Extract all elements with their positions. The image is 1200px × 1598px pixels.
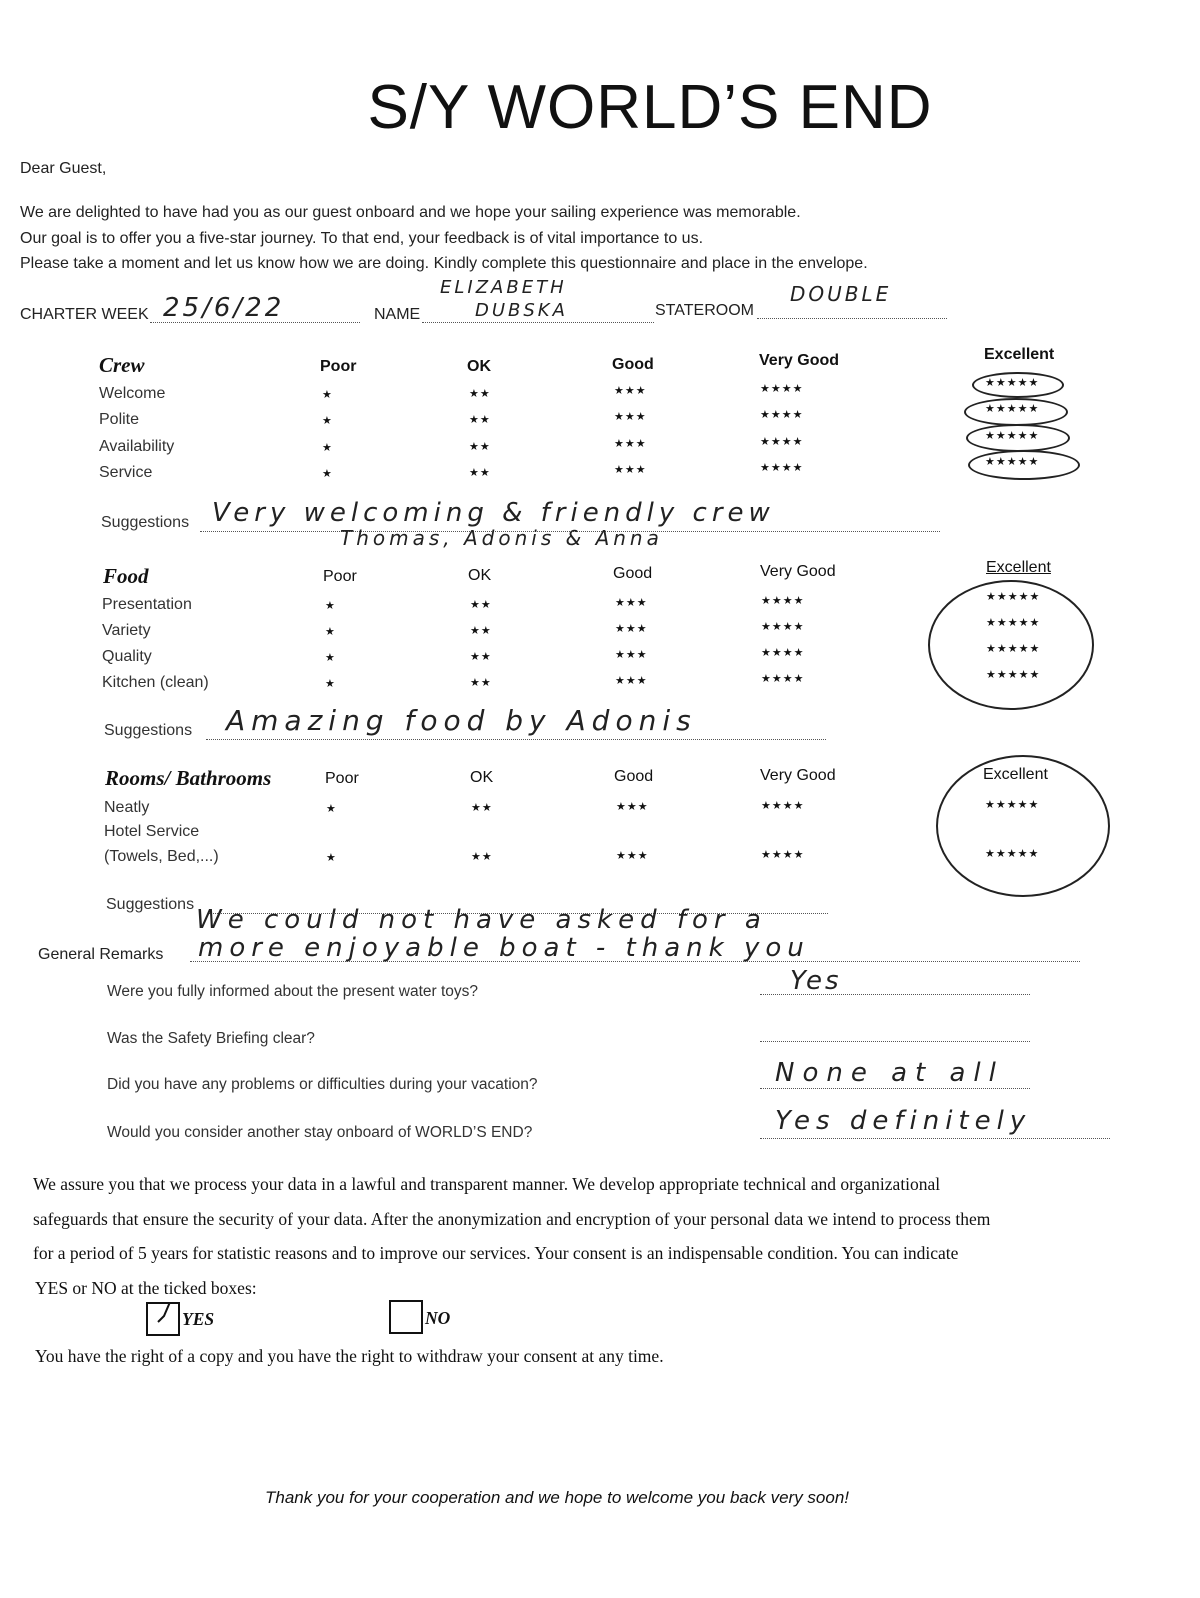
answer-water-toys[interactable]: Yes <box>790 966 842 996</box>
thank-you-note: Thank you for your cooperation and we hope to welcome you back very soon! <box>265 1488 850 1507</box>
crew-availability-poor-option[interactable]: ★ <box>322 442 333 454</box>
food-header-good: Good <box>613 565 653 582</box>
answer-problems[interactable]: None at all <box>775 1058 1004 1088</box>
food-quality-excellent-option[interactable]: ★★★★★ <box>986 643 1041 655</box>
crew-service-selection-circle <box>968 450 1080 480</box>
food-quality-very-good-option[interactable]: ★★★★ <box>761 647 805 659</box>
crew-polite-poor-option[interactable]: ★ <box>322 415 333 427</box>
food-presentation-ok-option[interactable]: ★★ <box>470 599 492 611</box>
rooms-neatly-excellent-option[interactable]: ★★★★★ <box>985 799 1040 811</box>
rooms-header-poor: Poor <box>325 770 359 787</box>
food-variety-good-option[interactable]: ★★★ <box>615 623 648 635</box>
food-kitchen-excellent-option[interactable]: ★★★★★ <box>986 669 1041 681</box>
food-variety-very-good-option[interactable]: ★★★★ <box>761 621 805 633</box>
rooms-header-excellent: Excellent <box>983 766 1048 783</box>
crew-availability-selection-circle <box>966 424 1070 452</box>
crew-item-availability: Availability <box>99 438 175 455</box>
crew-welcome-ok-option[interactable]: ★★ <box>469 388 491 400</box>
stateroom-label: STATEROOM <box>655 302 754 319</box>
consent-text-line-2: safeguards that ensure the security of your data. After the anonymization and encryption of your personal data we intend to process them <box>33 1209 991 1229</box>
consent-rights: You have the right of a copy and you have the right to withdraw your consent at any time. <box>35 1346 664 1366</box>
rooms-neatly-good-option[interactable]: ★★★ <box>616 801 649 813</box>
crew-polite-very-good-option[interactable]: ★★★★ <box>760 409 804 421</box>
rooms-header-good: Good <box>614 768 654 785</box>
answer-another-stay[interactable]: Yes definitely <box>775 1106 1032 1136</box>
stateroom-field[interactable]: DOUBLE <box>790 282 892 306</box>
crew-service-good-option[interactable]: ★★★ <box>614 464 647 476</box>
crew-header-ok: OK <box>467 358 491 375</box>
crew-availability-good-option[interactable]: ★★★ <box>614 438 647 450</box>
rooms-hotel-service-good-option[interactable]: ★★★ <box>616 850 649 862</box>
food-presentation-very-good-option[interactable]: ★★★★ <box>761 595 805 607</box>
intro-line-3: Please take a moment and let us know how we are doing. Kindly complete this questionnaire and place in the envelope. <box>20 255 868 272</box>
crew-suggestions-field-line-1[interactable]: Very welcoming & friendly crew <box>212 498 775 528</box>
food-quality-good-option[interactable]: ★★★ <box>615 649 648 661</box>
answer-line-another-stay <box>760 1138 1110 1139</box>
general-remarks-field-line-2[interactable]: more enjoyable boat - thank you <box>198 933 810 963</box>
consent-text-line-1: We assure you that we process your data in a lawful and transparent manner. We develop appropriate technical and organizational <box>33 1174 941 1194</box>
crew-item-polite: Polite <box>99 411 140 428</box>
crew-item-welcome: Welcome <box>99 385 166 402</box>
consent-no-checkbox[interactable] <box>389 1300 423 1334</box>
name-field-line-1[interactable]: ELIZABETH <box>440 277 567 298</box>
rooms-item-neatly: Neatly <box>104 799 150 816</box>
question-safety-briefing: Was the Safety Briefing clear? <box>107 1030 315 1047</box>
food-variety-excellent-option[interactable]: ★★★★★ <box>986 617 1041 629</box>
crew-polite-good-option[interactable]: ★★★ <box>614 411 647 423</box>
food-section-title: Food <box>103 564 149 588</box>
food-quality-ok-option[interactable]: ★★ <box>470 651 492 663</box>
question-another-stay: Would you consider another stay onboard of WORLD’S END? <box>107 1124 533 1141</box>
food-header-poor: Poor <box>323 568 357 585</box>
rooms-suggestions-label: Suggestions <box>106 896 195 913</box>
crew-section-title: Crew <box>99 353 145 377</box>
name-label: NAME <box>374 306 421 323</box>
rooms-hotel-service-excellent-option[interactable]: ★★★★★ <box>985 848 1040 860</box>
rooms-header-very-good: Very Good <box>760 767 836 784</box>
rooms-neatly-ok-option[interactable]: ★★ <box>471 802 493 814</box>
crew-service-very-good-option[interactable]: ★★★★ <box>760 462 804 474</box>
food-kitchen-good-option[interactable]: ★★★ <box>615 675 648 687</box>
rooms-neatly-poor-option[interactable]: ★ <box>326 803 337 815</box>
rooms-item-hotel-service-detail: (Towels, Bed,...) <box>104 848 219 865</box>
crew-header-excellent: Excellent <box>984 346 1055 363</box>
food-presentation-excellent-option[interactable]: ★★★★★ <box>986 591 1041 603</box>
food-header-very-good: Very Good <box>760 563 836 580</box>
food-kitchen-very-good-option[interactable]: ★★★★ <box>761 673 805 685</box>
page-title: S/Y WORLD’S END <box>367 73 933 142</box>
crew-service-ok-option[interactable]: ★★ <box>469 467 491 479</box>
general-remarks-label: General Remarks <box>38 946 164 963</box>
intro-line-2: Our goal is to offer you a five-star journey. To that end, your feedback is of vital importance to us. <box>20 230 704 247</box>
food-header-excellent: Excellent <box>986 559 1051 576</box>
rooms-excellent-selection-circle <box>936 755 1110 897</box>
crew-header-very-good: Very Good <box>759 352 840 369</box>
crew-polite-ok-option[interactable]: ★★ <box>469 414 491 426</box>
question-water-toys: Were you fully informed about the present water toys? <box>107 983 479 1000</box>
food-suggestions-field[interactable]: Amazing food by Adonis <box>226 704 697 737</box>
food-kitchen-poor-option[interactable]: ★ <box>325 678 336 690</box>
crew-item-service: Service <box>99 464 153 481</box>
food-presentation-poor-option[interactable]: ★ <box>325 600 336 612</box>
answer-line-problems <box>760 1088 1030 1089</box>
consent-yes-checkbox[interactable] <box>146 1302 180 1336</box>
crew-availability-excellent-option[interactable]: ★★★★★ <box>985 430 1040 442</box>
consent-yes-label: YES <box>182 1309 215 1329</box>
rooms-header-ok: OK <box>470 769 494 786</box>
crew-service-poor-option[interactable]: ★ <box>322 468 333 480</box>
crew-header-good: Good <box>612 356 654 373</box>
general-remarks-field-line-1[interactable]: We could not have asked for a <box>196 905 767 935</box>
crew-polite-excellent-option[interactable]: ★★★★★ <box>985 403 1040 415</box>
crew-welcome-very-good-option[interactable]: ★★★★ <box>760 383 804 395</box>
food-quality-poor-option[interactable]: ★ <box>325 652 336 664</box>
food-item-variety: Variety <box>102 622 151 639</box>
consent-text-line-4: YES or NO at the ticked boxes: <box>35 1278 257 1298</box>
stateroom-line <box>757 318 947 319</box>
rooms-hotel-service-very-good-option[interactable]: ★★★★ <box>761 849 805 861</box>
intro-line-1: We are delighted to have had you as our guest onboard and we hope your sailing experience was memorable. <box>20 204 801 221</box>
food-excellent-selection-circle <box>928 580 1094 710</box>
food-presentation-good-option[interactable]: ★★★ <box>615 597 648 609</box>
consent-no-label: NO <box>425 1308 451 1328</box>
crew-availability-very-good-option[interactable]: ★★★★ <box>760 436 804 448</box>
crew-suggestions-field-line-2[interactable]: Thomas, Adonis & Anna <box>340 526 663 550</box>
crew-welcome-excellent-option[interactable]: ★★★★★ <box>985 377 1040 389</box>
rooms-hotel-service-ok-option[interactable]: ★★ <box>471 851 493 863</box>
rooms-hotel-service-poor-option[interactable]: ★ <box>326 852 337 864</box>
food-header-ok: OK <box>468 567 492 584</box>
name-field-line-2[interactable]: DUBSKA <box>475 300 568 321</box>
food-variety-poor-option[interactable]: ★ <box>325 626 336 638</box>
salutation: Dear Guest, <box>20 160 107 177</box>
crew-polite-selection-circle <box>964 398 1068 426</box>
crew-welcome-good-option[interactable]: ★★★ <box>614 385 647 397</box>
question-problems: Did you have any problems or difficulties during your vacation? <box>107 1076 538 1093</box>
rooms-neatly-very-good-option[interactable]: ★★★★ <box>761 800 805 812</box>
rooms-section-title: Rooms/ Bathrooms <box>105 766 272 790</box>
checkmark-icon <box>148 1304 178 1334</box>
answer-line-safety-briefing <box>760 1041 1030 1042</box>
crew-suggestions-label: Suggestions <box>101 514 190 531</box>
crew-welcome-selection-circle <box>972 372 1064 398</box>
crew-availability-ok-option[interactable]: ★★ <box>469 441 491 453</box>
crew-service-excellent-option[interactable]: ★★★★★ <box>985 456 1040 468</box>
food-variety-ok-option[interactable]: ★★ <box>470 625 492 637</box>
rooms-item-hotel-service: Hotel Service <box>104 823 200 840</box>
charter-week-label: CHARTER WEEK <box>20 306 149 323</box>
food-item-presentation: Presentation <box>102 596 192 613</box>
name-line <box>422 322 654 323</box>
food-item-quality: Quality <box>102 648 152 665</box>
crew-welcome-poor-option[interactable]: ★ <box>322 389 333 401</box>
charter-week-field[interactable]: 25/6/22 <box>163 293 285 323</box>
food-suggestions-label: Suggestions <box>104 722 193 739</box>
consent-text-line-3: for a period of 5 years for statistic reasons and to improve our services. Your consent is an indispensable condition. You can indicate <box>33 1243 959 1263</box>
crew-header-poor: Poor <box>320 358 357 375</box>
food-suggestions-line <box>206 739 826 740</box>
food-item-kitchen: Kitchen (clean) <box>102 674 209 691</box>
food-kitchen-ok-option[interactable]: ★★ <box>470 677 492 689</box>
